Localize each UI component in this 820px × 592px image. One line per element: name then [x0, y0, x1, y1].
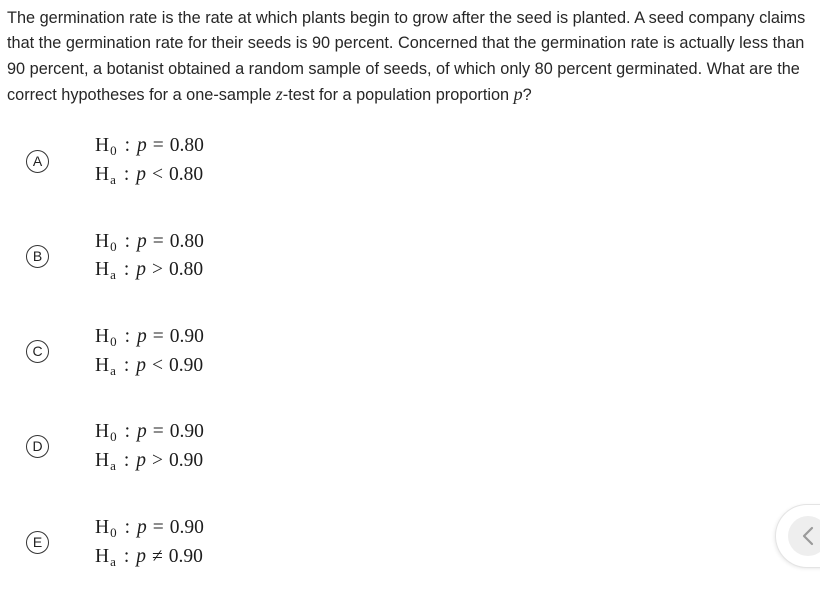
answer-choice-c[interactable] [0, 321, 760, 401]
question-text [7, 6, 817, 108]
question-text-part2: -test for a population proportion [282, 85, 514, 104]
p-variable: p [513, 83, 523, 104]
choice-letter-a[interactable]: A [26, 150, 49, 173]
alternative-hypothesis: $H_a$ : p < 0.90 [95, 355, 204, 378]
choice-letter-c[interactable]: C [26, 340, 49, 363]
question-text-part1: The germination rate is the rate at which plants begin to grow after the seed is planted. A seed company claims that the germination rate for their seeds is 90 percent. Concerned that the germination rate is actually less than 90 percent, a botanist obtained a random sample of seeds, of which only 80 percent germinated. What are the correct hypotheses for a one-sample [7, 9, 806, 104]
collapse-button[interactable] [788, 516, 820, 556]
chevron-left-icon [799, 526, 817, 546]
alternative-hypothesis: $H_a$ : p > 0.90 [95, 450, 204, 473]
answer-choice-d[interactable] [0, 416, 760, 496]
choice-letter-b[interactable]: B [26, 245, 49, 268]
side-panel-toggle[interactable] [776, 505, 820, 567]
choice-letter-e[interactable]: E [26, 531, 49, 554]
null-hypothesis: $H_0$ : p = 0.80 [95, 231, 204, 254]
null-hypothesis: $H_0$ : p = 0.90 [95, 421, 204, 444]
null-hypothesis: $H_0$ : p = 0.90 [95, 517, 204, 540]
alternative-hypothesis: $H_a$ : p > 0.80 [95, 259, 204, 282]
alternative-hypothesis: $H_a$ : p < 0.80 [95, 164, 204, 187]
answer-choice-e[interactable] [0, 512, 760, 592]
question-text-part3: ? [522, 85, 532, 104]
alternative-hypothesis: $H_a$ : p ≠ 0.90 [95, 546, 203, 569]
z-variable: z [275, 83, 283, 104]
choice-letter-d[interactable]: D [26, 435, 49, 458]
null-hypothesis: $H_0$ : p = 0.90 [95, 326, 204, 349]
answer-choice-b[interactable] [0, 226, 760, 306]
answer-choice-a[interactable] [0, 130, 760, 210]
null-hypothesis: $H_0$ : p = 0.80 [95, 135, 204, 158]
